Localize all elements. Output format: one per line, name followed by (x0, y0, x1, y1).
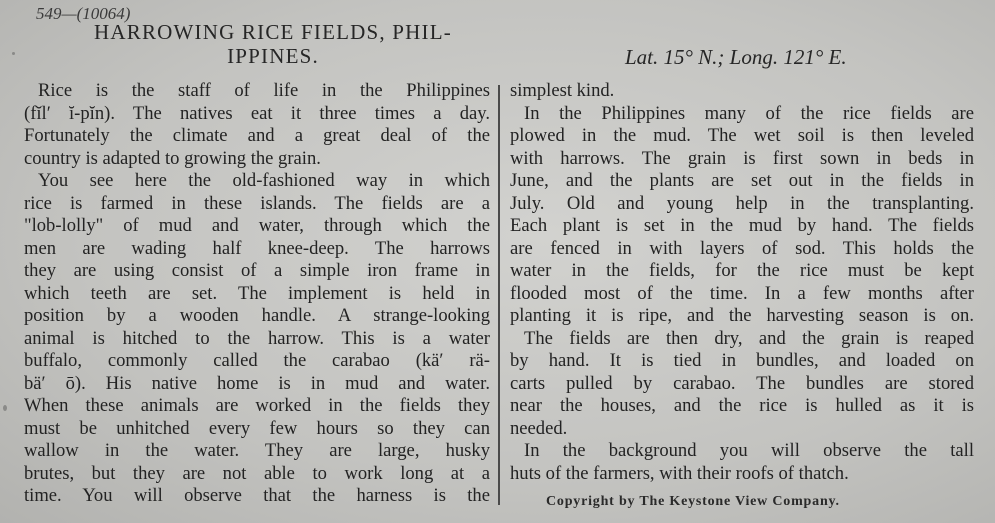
text-line: needed. (510, 417, 568, 439)
text-line: simplest kind. (510, 80, 615, 101)
text-line: In the Philippines many of the rice fields are (524, 102, 974, 124)
text-line: rice is farmed in these islands. The fields are a (24, 192, 490, 214)
text-line: near the houses, and the rice is hulled as it is (510, 395, 974, 416)
text-line: country is adapted to growing the grain. (24, 147, 321, 169)
text-line: buffalo, commonly called the carabao (kä′ rä- (24, 350, 490, 371)
text-line: wallow in the water. They are large, husky (24, 440, 490, 461)
text-line: time. You will observe that the harness is the (24, 485, 490, 506)
text-line: When these animals are worked in the fields they (24, 395, 490, 416)
text-line: July. Old and young help in the transplanting. (510, 192, 974, 214)
text-line: flooded most of the time. In a few months after (510, 282, 974, 304)
text-line: with harrows. The grain is first sown in beds in (510, 147, 974, 169)
copyright-notice: Copyright by The Keystone View Company. (546, 494, 840, 509)
text-line: carts pulled by carabao. The bundles are stored (510, 372, 974, 394)
right-text-column (510, 80, 974, 485)
paper-speck (12, 52, 15, 55)
text-line: brutes, but they are not able to work long at a (24, 462, 490, 484)
text-line: You see here the old-fashioned way in which (38, 170, 490, 191)
column-divider (498, 85, 500, 505)
text-line: must be unhitched every few hours so they can (24, 417, 490, 439)
text-line: by hand. It is tied in bundles, and loaded on (510, 350, 974, 371)
text-line: bä′ ō). His native home is in mud and water. (24, 372, 490, 394)
text-line: animal is hitched to the harrow. This is a water (24, 327, 490, 349)
text-line: In the background you will observe the tall (524, 440, 974, 461)
card-title (53, 20, 493, 68)
latitude-longitude: Lat. 15° N.; Long. 121° E. (625, 45, 847, 69)
text-line: men are wading half knee-deep. The harrows (24, 237, 490, 259)
text-line: Rice is the staff of life in the Philippines (38, 80, 490, 101)
text-line: they are using consist of a simple iron frame in (24, 260, 490, 281)
text-line: Each plant is set in the mud by hand. The fields (510, 215, 974, 236)
paper-speck (3, 405, 7, 411)
text-line: (fĭl′ ĭ-pĭn). The natives eat it three times a day. (24, 102, 490, 124)
text-line: The fields are then dry, and the grain is reaped (524, 327, 974, 349)
card-title-line-2: IPPINES. (227, 44, 319, 68)
catalog-number: 549—(10064) (36, 4, 131, 23)
text-line: position by a wooden handle. A strange-looking (24, 305, 490, 326)
text-line: planting it is ripe, and the harvesting season is on. (510, 305, 974, 326)
text-line: huts of the farmers, with their roofs of thatch. (510, 462, 849, 484)
card-title-line-1: HARROWING RICE FIELDS, PHIL- (94, 20, 452, 44)
text-line: are fenced in with layers of sod. This holds the (510, 237, 974, 259)
text-line: plowed in the mud. The wet soil is then leveled (510, 125, 974, 146)
text-line: water in the fields, for the rice must be kept (510, 260, 974, 281)
text-line: which teeth are set. The implement is held in (24, 282, 490, 304)
text-line: "lob-lolly" of mud and water, through which the (24, 215, 490, 236)
left-text-column (24, 80, 490, 508)
text-line: June, and the plants are set out in the fields in (510, 170, 974, 191)
text-line: Fortunately the climate and a great deal of the (24, 125, 490, 146)
